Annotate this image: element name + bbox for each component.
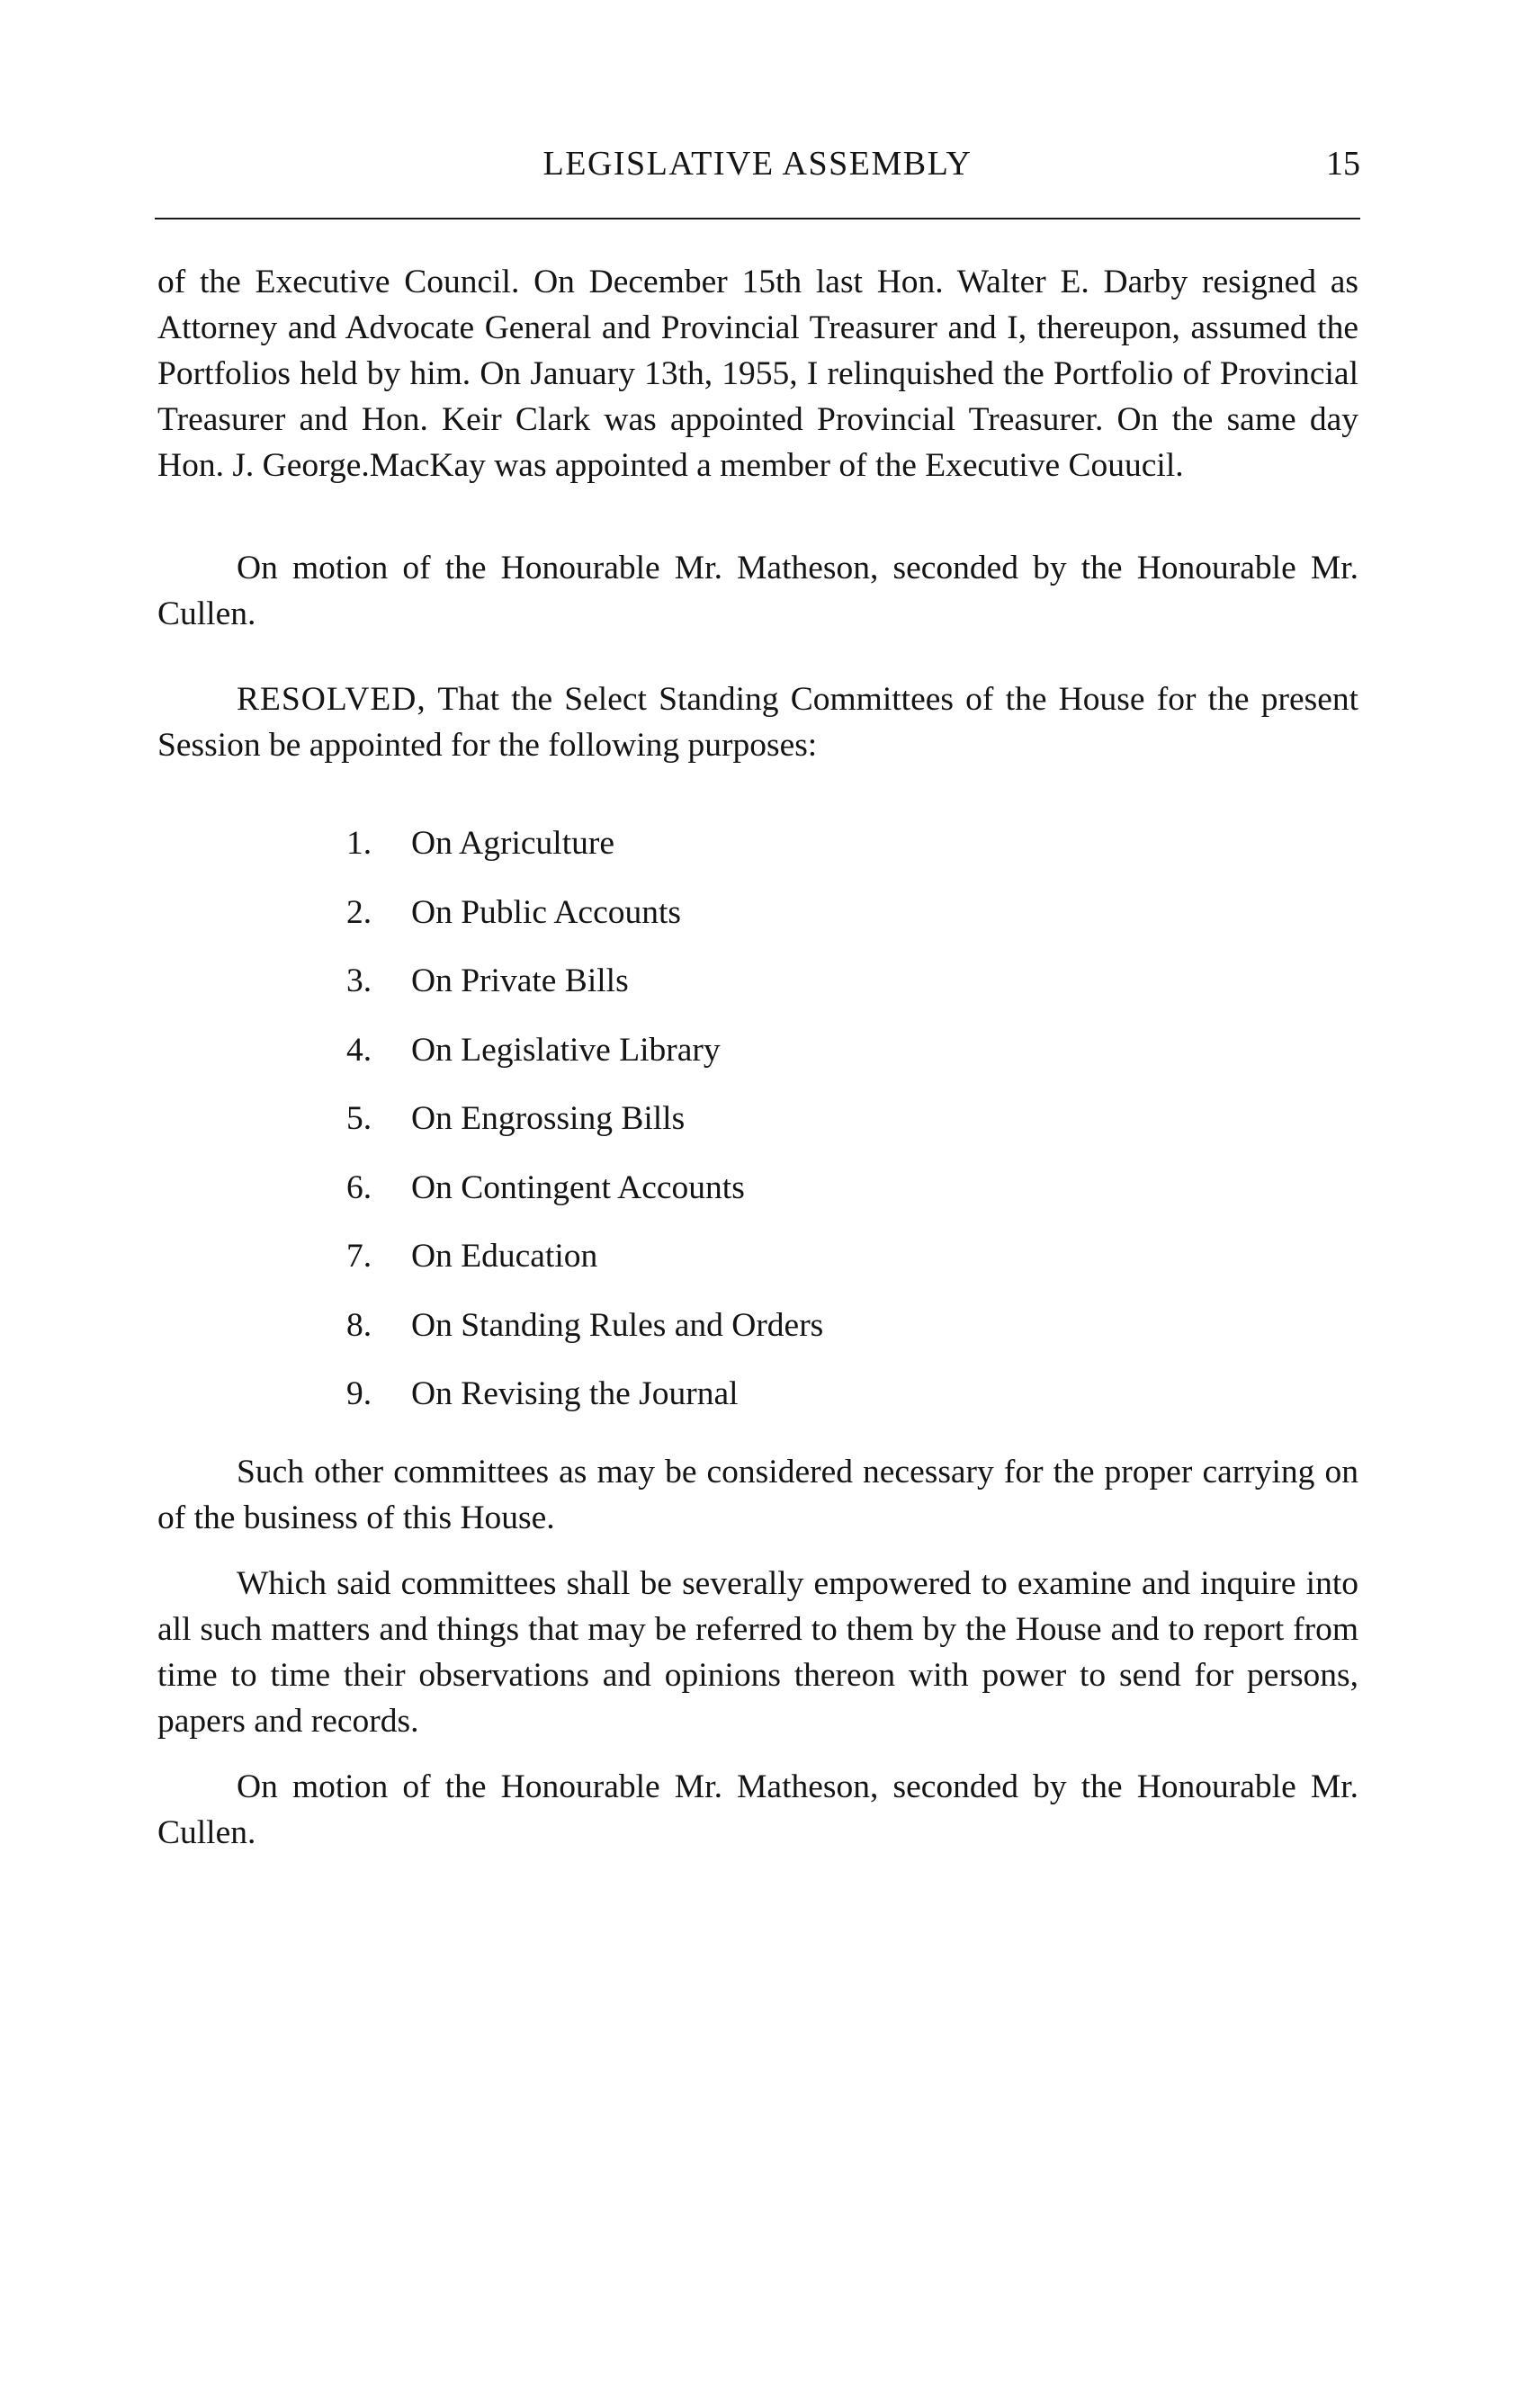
paragraph-resolved — [157, 676, 1358, 768]
committee-list — [157, 810, 1358, 1429]
list-item — [346, 1154, 1358, 1223]
body-text — [157, 259, 1358, 1856]
paragraph-motion-2: On motion of the Honourable Mr. Matheson, seconded by the Honourable Mr. Cullen. — [157, 1768, 1358, 1851]
resolved-text: That the Select Standing Committees of the House for the present Session be appointed for the following purposes: — [157, 681, 1359, 764]
running-title: LEGISLATIVE ASSEMBLY — [542, 145, 973, 183]
list-item — [346, 1360, 1358, 1429]
header-rule — [155, 218, 1360, 219]
resolved-word: RESOLVED, — [237, 681, 426, 718]
list-item-number: 1. — [346, 825, 372, 862]
list-item-number: 3. — [346, 962, 372, 999]
page-header — [155, 144, 1360, 198]
list-item-number: 5. — [346, 1100, 372, 1137]
page-number: 15 — [1326, 145, 1360, 183]
list-item — [346, 1222, 1358, 1292]
paragraph-committee-powers: Which said committees shall be severally empowered to examine and inquire into all such matters and things that may be referred to them by the House and to report from time to time their observations and opinions thereon with power to send for persons, papers and records. — [157, 1564, 1358, 1740]
list-item-number: 9. — [346, 1375, 372, 1412]
paragraph-other-committees: Such other committees as may be considered necessary for the proper carrying on of the business of this House. — [157, 1453, 1358, 1536]
list-item-number: 2. — [346, 893, 372, 931]
list-item — [346, 1292, 1358, 1361]
list-item — [346, 947, 1358, 1016]
list-item-label: On Standing Rules and Orders — [411, 1306, 824, 1344]
list-item-number: 6. — [346, 1168, 372, 1206]
list-item-label: On Revising the Journal — [411, 1375, 739, 1412]
list-item-label: On Private Bills — [411, 962, 629, 999]
list-item-label: On Contingent Accounts — [411, 1168, 745, 1206]
list-item — [346, 1085, 1358, 1154]
list-item — [346, 1016, 1358, 1086]
list-item-label: On Education — [411, 1238, 598, 1275]
list-item-label: On Agriculture — [411, 825, 614, 862]
paragraph-executive-council: of the Executive Council. On December 15th last Hon. Walter E. Darby resigned as Attorney and Advocate General and Provincial Treasurer and I, thereupon, assumed the Portfolios held by him. On January 13th, 1955, I relinquished the Portfolio of Provincial Treasurer and Hon. Keir Clark was appointed Provincial Treasurer. On the same day Hon. J. George.MacKay was appointed a member of the Executive Couucil. — [157, 264, 1358, 484]
list-item — [346, 879, 1358, 948]
paragraph-motion-1: On motion of the Honourable Mr. Matheson, seconded by the Honourable Mr. Cullen. — [157, 550, 1358, 632]
list-item-number: 7. — [346, 1238, 372, 1275]
list-item-label: On Legislative Library — [411, 1031, 721, 1069]
list-item-number: 8. — [346, 1306, 372, 1344]
list-item-label: On Engrossing Bills — [411, 1100, 686, 1137]
list-item — [346, 810, 1358, 879]
list-item-number: 4. — [346, 1031, 372, 1069]
list-item-label: On Public Accounts — [411, 893, 681, 931]
